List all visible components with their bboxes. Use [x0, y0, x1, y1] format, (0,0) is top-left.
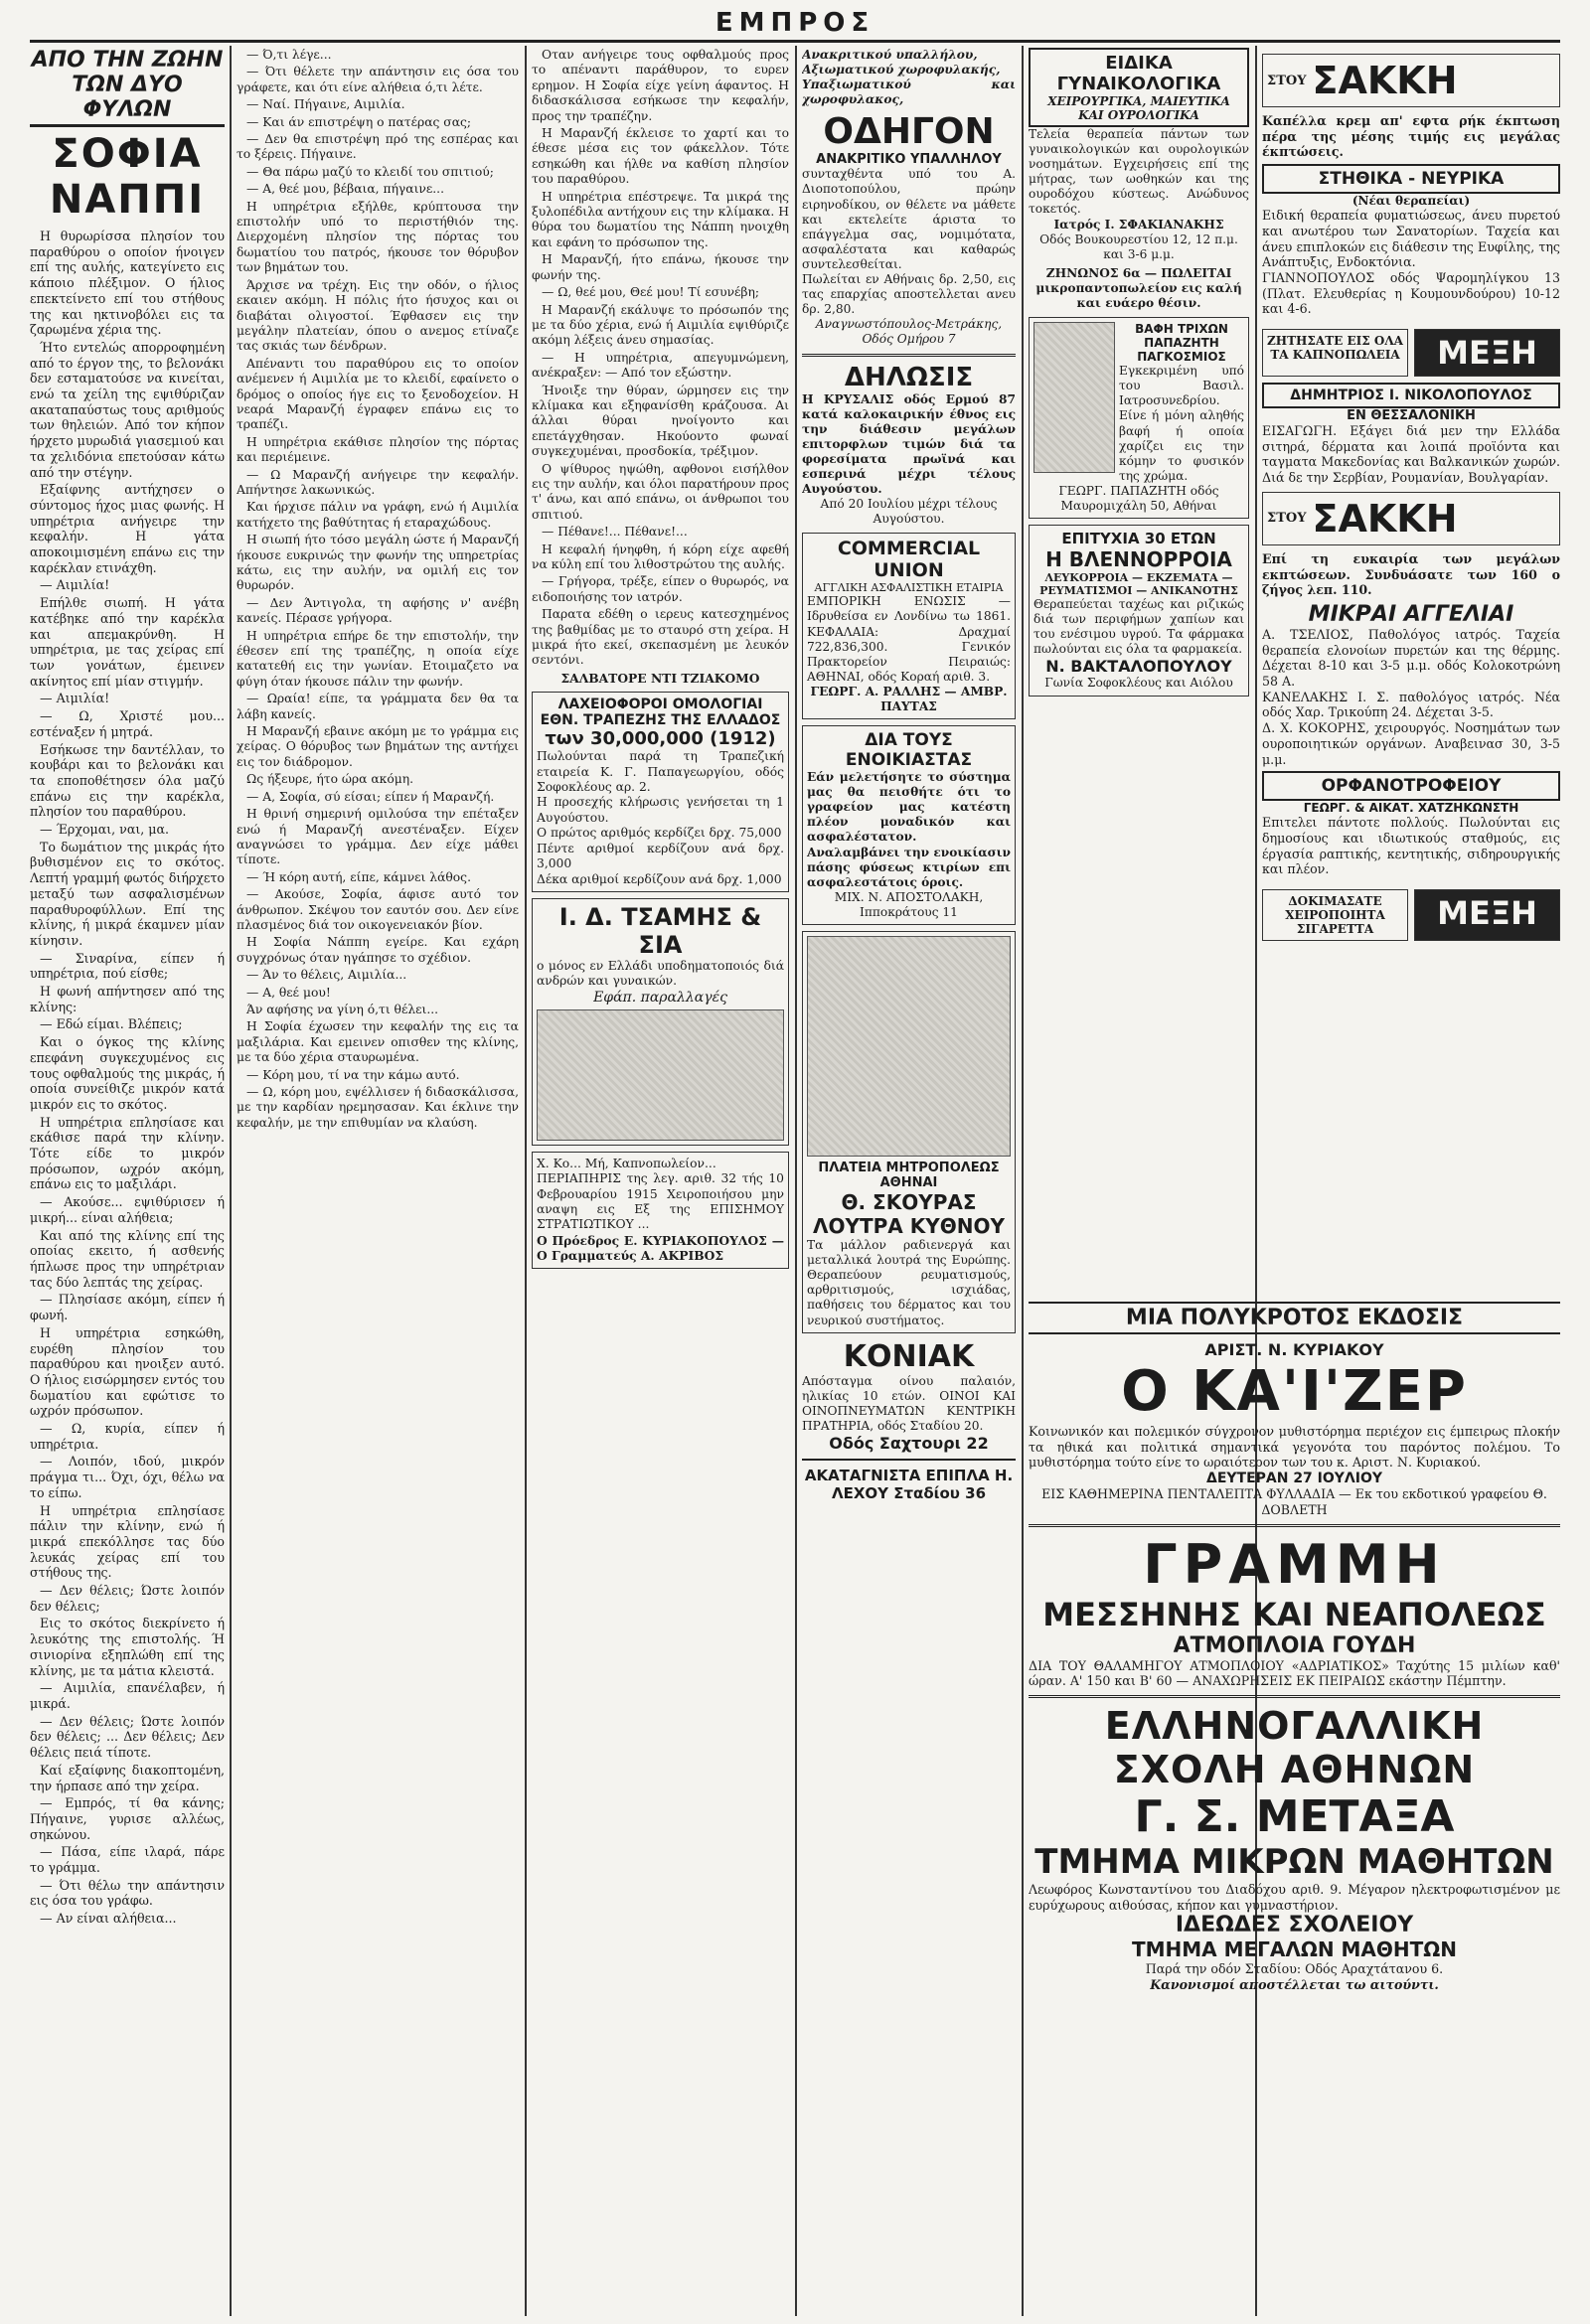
sakki-title: ΣΑΚΚΗ — [1312, 59, 1458, 102]
paragraph: Οταν ανήγειρε τους οφθαλμούς προς το απέναντι παράθυρον, το ευρεν ερημον. Η Σοφία είχε γείνη άφαντος. Η διδασκάλισσα εσήκωσε την κεφαλήν, προς την τραπέζην. — [532, 48, 789, 123]
ad-hair — [1029, 317, 1249, 519]
ad-lottery-line: Η προσεχής κλήρωσις γενήσεται τη 1 Αυγούστου. — [537, 795, 784, 825]
feature-body — [30, 229, 225, 1927]
paragraph: — Και άν επιστρέψη ο πατέρας σας; — [246, 114, 472, 129]
ad-kapnos-footer: ΠΕΡΙΑΠΗΡΙΣ της λεγ. αριθ. 32 τής 10 Φεβρουαρίου 1915 Χειροποιήσου μην αναψη εις Εξ της ΕΠΙΣΗΜΟΥ ΣΤΡΑΤΙΩΤΙΚΟΥ ... — [537, 1171, 784, 1232]
blen-name: Η ΒΛΕΝΝΟΡΡΟΙΑ — [1045, 547, 1232, 572]
column-divider — [525, 46, 527, 2316]
kaizer-title: Ο ΚΑ'Ι'ΖΕΡ — [1121, 1359, 1468, 1424]
wide-ads — [1029, 1302, 1560, 2314]
paragraph: Η υπηρέτρια επλησίασε και εκάθισε παρά την κλίνην. Τότε είδε το μικρόν πρόσωπον, ωχρόν ακόμη, επάνω εις το μαξιλάρι. — [30, 1114, 225, 1192]
classified: ΚΑΝΕΛΑΚΗΣ Ι. Σ. παθολόγος ιατρός. Νέα οδός Χαρ. Τρικούπη 24. Δέχεται 3-5. — [1262, 689, 1560, 720]
sakki-prefix: ΣΤΟΥ — [1267, 511, 1307, 527]
ad-mexi-2 — [1262, 883, 1560, 947]
zitisate: ΖΗΤΗΣΑΤΕ ΕΙΣ ΟΛΑ ΤΑ ΚΑΠΝΟΠΩΛΕΙΑ — [1262, 329, 1408, 377]
feature-body-end — [532, 48, 789, 686]
paragraph: Ήνοιξε την θύραν, ώρμησεν εις την κλίμακα και εξηφανίσθη κράζουσα. Αι άλλαι θύραι ηνοίγοντο και επετάγχθησαν. Ηκούοντο φωναί συγκεχυμέναι, προσδοκία, τρέξιμον. — [532, 383, 789, 459]
sthika-sub: (Νέαι θεραπείαι) — [1352, 194, 1471, 209]
paragraph: Το δωμάτιον της μικράς ήτο βυθισμένον εις το σκότος. Λεπτή γραμμή φωτός διήρχετο μεταξύ των ασφαλισμένων παραθυροφύλλων. Επί της κλίνης, ή μικρά έκαμνεν μίαν κίνησιν. — [30, 839, 225, 948]
akatagnista: ΑΚΑΤΑΓΝΙΣΤΑ ΕΠΙΠΛΑ Η. ΛΕΧΟΥ Σταδίου 36 — [804, 1466, 1014, 1502]
paragraph: Και ο όγκος της κλίνης επεφάνη συγκεχυμένος εις τους οφθαλμούς της μικράς, ή οποία συνείθιζε μικρόν κατά μικρόν εις το σκότος. — [30, 1034, 225, 1112]
gramm-ship: ΑΤΜΟΠΛΟΙΑ ΓΟΥΔΗ — [1173, 1632, 1416, 1658]
separator — [802, 354, 1016, 357]
diloseis-title: ΔΗΛΩΣΙΣ — [844, 362, 974, 392]
paragraph: — Ω, Χριστέ μου... εστέναξεν ή μητρά. — [30, 708, 225, 739]
ad-lottery-title: ΛΑΧΕΙΟΦΟΡΟΙ ΟΜΟΛΟΓΙΑΙ ΕΘΝ. ΤΡΑΠΕΖΗΣ ΤΗΣ ΕΛΛΑΔΟΣ — [540, 697, 781, 729]
mexi-logo: ΜΕΞΗ — [1414, 889, 1560, 941]
orf-body: Επιτελει πάντοτε πολλούς. Πωλούνται εις δημοσίους και ιδιωτικούς σταθμούς, εις έργασία ραπτικής, κεντητικής, σιδηρουργικής και πλέον. — [1262, 815, 1560, 877]
paragraph: — Εδώ είμαι. Βλέπεις; — [40, 1016, 183, 1032]
bath-body: Τα μάλλον ραδιενεργά και μεταλλικά λουτρά της Ευρώπης. Θεραπεύουν ρευματισμούς, αρθριτισμούς, ισχιάδας, παθήσεις του δέρματος και του νευρικού συστήματος. — [807, 1238, 1011, 1327]
blen-title: ΕΠΙΤΥΧΙΑ 30 ΕΤΩΝ — [1061, 530, 1216, 548]
column-divider — [795, 46, 797, 2316]
odigon-line: Αξιωματικού χωροφυλακής, — [802, 63, 1001, 77]
column-4 — [802, 48, 1016, 2314]
paragraph: Η Μαρανζή, ήτο επάνω, ήκουσε την φωνήν της. — [532, 252, 789, 282]
classified: Δ. Χ. ΚΟΚΟΡΗΣ, χειρουργός. Νοσημάτων των ουροποιητικών οργάνων. Αναβεινασ 30, 3-5 μ.μ. — [1262, 720, 1560, 767]
enoikiasis-sign: ΜΙΧ. Ν. ΑΠΟΣΤΟΛΑΚΗ, Ιπποκράτους 11 — [834, 889, 984, 919]
paragraph: — Ακούσε, Σοφία, άφισε αυτό τον άνθρωπον. Σκέψου τον εαυτόν σου. Δεν είνε πλασμένος διά τον οικογενειακόν βίον. — [237, 887, 519, 932]
paragraph: — Πέθανε!... Πέθανε!... — [542, 525, 688, 540]
paragraph: Εσήκωσε την δαντέλλαν, το κουβάρι και το βελονάκι και τα εποποθέτησεν όλα μαζύ επάνω εις την καρέκλα, πλησίον του παραθύρου. — [30, 741, 225, 820]
paragraph: — Ω, θεέ μου, Θεέ μου! Τί εσυνέβη; — [542, 285, 760, 300]
mexi-logo: ΜΕΞΗ — [1414, 329, 1560, 377]
paragraph: — Άν το θέλεις, Αιμιλία... — [246, 968, 407, 983]
orf-title: ΟΡΦΑΝΟΤΡΟΦΕΙΟΥ — [1262, 771, 1560, 801]
ad-kapnos — [532, 1152, 789, 1269]
paragraph: Η θυρωρίσσα πλησίον του παραθύρου ο οποίον ήνοιγεν επί της αυλής, κατεγίνετο εις κάποιο πλέξιμον. Ο ήλιος επεκτείνετο επί του στήθους της και ηκτινοβόλει εις τα ζαρωμένα χέρια της. — [30, 229, 225, 338]
mikrai-title: ΜΙΚΡΑΙ ΑΓΓΕΛΙΑΙ — [1308, 601, 1514, 627]
ad-commercial — [802, 533, 1016, 719]
sakki-prefix: ΣΤΟΥ — [1267, 73, 1307, 88]
paragraph: — Ακούσε... εψιθύρισεν ή μικρή... είναι αλήθεια; — [30, 1194, 225, 1225]
dokimasate: ΔΟΚΙΜΑΣΑΤΕ ΧΕΙΡΟΠΟΙΗΤΑ ΣΙΓΑΡΕΤΤΑ — [1262, 889, 1408, 941]
paragraph: Και ήρχισε πάλιν να γράφη, ενώ ή Αιμιλία κατήχετο της βαθύτητας ή εταραχώδους. — [237, 500, 519, 530]
ad-tsamis-body: ο μόνος εν Ελλάδι υποδηματοποιός διά ανδρών και γυναικών. — [537, 958, 784, 989]
feature-body-cont — [237, 48, 519, 1131]
sakki-body: Καπέλλα κρεμ απ' εφτα ρήκ έκπτωση πέρα της μέσης τιμής εις μεγάλας έκπτώσεις. — [1262, 113, 1560, 160]
sakki-body: Επί τη ευκαιρία των μεγάλων εκπτώσεων. Συνδυάσατε των 160 ο ζήγος λεπ. 110. — [1262, 550, 1560, 598]
paragraph: Άρχισε να τρέχη. Εις την οδόν, ο ήλιος εκαιεν ακόμη. Η πόλις ήτο ήσυχος και οι διαβάται ολιγοστοί. Έφθασεν εις την μεγάλην πλατείαν, όπου ο ανεμος ετίναζε τας σκιάς των δένδρων. — [237, 277, 519, 354]
paragraph: Η κεφαλή ήνηφθη, ή κόρη είχε αφεθή να κύλη επί του λιθοστρώτου της αυλής. — [532, 542, 789, 571]
orf-sub: ΓΕΩΡΓ. & ΑΙΚΑΤ. ΧΑΤΖΗΚΩΝΣΤΗ — [1303, 801, 1519, 816]
kaizer-date: ΔΕΥΤΕΡΑΝ 27 ΙΟΥΛΙΟΥ — [1205, 1471, 1383, 1487]
paragraph: Η σιωπή ήτο τόσο μεγάλη ώστε ή Μαρανζή ήκουσε ευκρινώς την φωνήν της υπηρετρίας κάτω, εις την αυλήν, να ομιλή εις τον θυρωρόν. — [237, 533, 519, 593]
blen-body: Θεραπεύεται ταχέως και ριζικώς διά των περιφήμων χαπίων και του ενέσιμου υγρού. Τα φάρμακα πωλούνται εις όλα τα φαρμακεία. — [1034, 597, 1244, 657]
odigon-line: Ανακριτικού υπαλλήλου, — [802, 48, 978, 62]
commercial-agents: ΓΕΩΡΓ. Α. ΡΑΛΛΗΣ — ΑΜΒΡ. ΠΑΥΤΑΣ — [810, 684, 1008, 713]
diloseis-date: Από 20 Ιουλίου μέχρι τέλους Αυγούστου. — [820, 497, 998, 527]
paragraph: — Δεν θέλεις; Ώστε λοιπόν δεν θέλεις; ... Δεν θέλεις; Δεν θέλεις πειά τίποτε. — [30, 1713, 225, 1761]
odigon-sub: ΑΝΑΚΡΙΤΙΚΟ ΥΠΑΛΛΗΛΟΥ — [816, 152, 1002, 168]
school-name: Γ. Σ. ΜΕΤΑΞΑ — [1134, 1790, 1455, 1842]
paragraph: — Σιναρίνα, είπεν ή υπηρέτρια, πού είσθε; — [30, 950, 225, 982]
ad-tsamis — [532, 898, 789, 1146]
gramm-body: ΔΙΑ ΤΟΥ ΘΑΛΑΜΗΓΟΥ ΑΤΜΟΠΛΟΙΟΥ «ΑΔΡΙΑΤΙΚΟΣ» Ταχύτης 15 μιλίων καθ' ώραν. Α' 150 και Β' 60 — ΑΝΑΧΩΡΗΣΕΙΣ ΕΚ ΠΕΙΡΑΙΩΣ εκάστην Πέμπτην. — [1029, 1657, 1560, 1689]
gramm-title: ΓΡΑΜΜΗ — [1143, 1532, 1446, 1596]
odigon-body: συνταχθέντα υπό του Α. Διοποτοπούλου, πρώην ειρηνοδίκου, ον θέλετε να μάθετε και εκτελείτε άριστα το επάγγελμα σας, νομιμότατα, ασφαλέστατα και καθαρώς συντελεσθείται. — [802, 167, 1016, 271]
paragraph: Η υπηρέτρια εσηκώθη, ευρέθη πλησίον του παραθύρου και ηνοιξεν αυτό. Ο ήλιος εισώρμησεν εντός του δωματίου και εφώτισε το ωχρόν πρόσωπον. — [30, 1324, 225, 1419]
paragraph: — Α, θεέ μου! — [246, 985, 331, 1000]
paragraph: — Αν είναι αλήθεια... — [40, 1911, 177, 1927]
author: ΑΡΙΣΤ. Ν. ΚΥΡΙΑΚΟΥ — [1204, 1340, 1384, 1359]
paragraph: — Δεν θέλεις; Ώστε λοιπόν δεν θέλεις; — [30, 1583, 225, 1614]
paragraph: — Ω, κόρη μου, εψέλλισεν ή διδασκάλισσα, με την καρδίαν ηρεμησασαν. Και έκλινε την κεφαλήν, με την επιθυμίαν να κλαύση. — [237, 1085, 519, 1130]
paragraph: — Ότι θέλω την απάντησιν εις όσα του γράφω. — [30, 1877, 225, 1909]
school-body: Λεωφόρος Κωνσταντίνου του Διαδόχου αριθ. 9. Μέγαρον ηλεκτροφωτισμένον με ευρύχωρους αιθούσας, κήπον και γυμναστήριον. — [1029, 1881, 1560, 1913]
column-divider — [1022, 46, 1024, 2316]
ad-sakki-1 — [1262, 54, 1560, 107]
column-divider — [230, 46, 232, 2316]
bath-name: Θ. ΣΚΟΥΡΑΣ ΛΟΥΤΡΑ ΚΥΘΝΟΥ — [813, 1190, 1005, 1239]
school-ideal: ΙΔΕΩΔΕΣ ΣΧΟΛΕΙΟΥ — [1175, 1913, 1414, 1938]
koniak-title: ΚΟΝΙΑΚ — [843, 1338, 975, 1374]
paragraph: — Ότι θέλετε την απάντησιν εις όσα του γράφετε, και ότι είνε αλήθεια ό,τι λέτε. — [237, 65, 519, 94]
paragraph: — Ό,τι λέγε... — [246, 48, 332, 62]
ad-sakki-2 — [1262, 492, 1560, 545]
paragraph: Καί εξαίφνης διακοπτομένη, την ήρπασε από την χείρα. — [30, 1762, 225, 1793]
school-title: ΕΛΛΗΝΟΓΑΛΛΙΚΗ ΣΧΟΛΗ ΑΘΗΝΩΝ — [1104, 1703, 1485, 1791]
paragraph: — Ωραία! είπε, τα γράμματα δεν θα τα λάβη κανείς. — [237, 692, 519, 721]
paragraph: Και από της κλίνης επί της οποίας εκειτο, ή ασθενής ήπλωσε προς την υπηρέτριαν τας δύο λεπτάς της χείρας. — [30, 1227, 225, 1290]
zinonos-ad: ΖΗΝΩΝΟΣ 6α — ΠΩΛΕΙΤΑΙ μικροπαντοπωλείον εις καλή και ευάερο θέσιν. — [1035, 265, 1242, 311]
ad-blenorrhea — [1029, 525, 1249, 696]
paragraph: Ήτο εντελώς απορροφημένη από το έργον της, το βελονάκι δεν εσταματούσε να κινείται, ενώ τα χείλη της εψιθύριζαν ακαταπαύστως τους αριθμούς των θηλειών. Από τον κήπον ήρχετο μυρωδιά γιασεμιού και τα χελιδόνια επετούσαν κάτω από την στέγην. — [30, 339, 225, 480]
paragraph: Ως ήξευρε, ήτο ώρα ακόμη. — [246, 772, 414, 787]
gyn-body: Τελεία θεραπεία πάντων των γυναικολογικών και ουρολογικών νοσημάτων. Εγχειρήσεις επί της μήτρας, των ωοθηκών και της ουροδόχου κύστεως. Ανώδυνος τοκετός. — [1029, 127, 1249, 217]
paragraph: — Γρήγορα, τρέξε, είπεν ο θυρωρός, να ειδοποιήσης τον ιατρόν. — [532, 574, 789, 604]
blen-sign: Ν. ΒΑΚΤΑΛΟΠΟΥΛΟΥ — [1045, 657, 1232, 677]
paragraph: — Α, θεέ μου, βέβαια, πήγαινε... — [246, 182, 444, 197]
paragraph: — Θα πάρω μαζύ το κλειδί του σπιτιού; — [246, 164, 494, 179]
ad-lottery-line: Ο πρώτος αριθμός κερδίζει δρχ. 75,000 — [537, 826, 782, 841]
paragraph: — Ή κόρη αυτή, είπε, κάμνει λάθος. — [246, 869, 471, 884]
hair-title: ΒΑΦΗ ΤΡΙΧΩΝ ΠΑΠΑΖΗΤΗ ΠΑΓΚΟΣΜΙΟΣ — [1135, 322, 1228, 365]
paragraph: — Κόρη μου, τί να την κάμω αυτό. — [246, 1067, 460, 1082]
nikol-body: ΕΙΣΑΓΩΓΗ. Εξάγει διά μεν την Ελλάδα σιτηρά, δέρματα και λοιπά προϊόντα και ταγματα Μακεδονίας και Βαλκανικών χωρών. Διά δε την Σερβίαν, Ρουμανίαν, Βουλγαρίαν. — [1262, 423, 1560, 486]
odigon-line: Υπαξιωματικού και χωροφυλακος, — [802, 77, 1016, 107]
separator — [802, 1459, 1016, 1461]
sthika-title: ΣΤΗΘΙΚΑ - ΝΕΥΡΙΚΑ — [1262, 164, 1560, 194]
paragraph: Η φωνή απήντησεν από της κλίνης: — [30, 984, 225, 1014]
hair-addr: ΓΕΩΡΓ. ΠΑΠΑΖΗΤΗ οδός Μαυρομιχάλη 50, Αθήναι — [1058, 483, 1219, 513]
feature-title: ΣΟΦΙΑ ΝΑΠΠΙ — [49, 131, 206, 223]
paragraph: — Ω, κυρία, είπεν ή υπηρέτρια. — [30, 1421, 225, 1452]
paragraph: — Ναί. Πήγαινε, Αιμιλία. — [246, 97, 405, 112]
odigon-title: ΟΔΗΓΟΝ — [823, 111, 995, 153]
nikol-sub: ΕΝ ΘΕΣΣΑΛΟΝΙΚΗ — [1347, 408, 1476, 424]
paragraph: Η Σοφία έχωσεν την κεφαλήν της εις τα μαξιλάρια. Και εμεινεν οπισθεν της κλίνης, με τα δύο χέρια σταυρωμένα. — [237, 1019, 519, 1065]
paragraph: Η υπηρέτρια επλησίασε πάλιν την κλίνην, ενώ ή μικρά επεκόλλησε τας δύο λευκάς χείρας επί του στήθους της. — [30, 1502, 225, 1581]
hair-portrait — [1034, 322, 1115, 473]
gyn-doctor: Ιατρός Ι. ΣΦΑΚΙΑΝΑΚΗΣ — [1053, 217, 1224, 232]
ad-mexi — [1262, 323, 1560, 383]
ad-kapnos-sign: Ο Πρόεδρος Ε. ΚΥΡΙΑΚΟΠΟΥΛΟΣ — Ο Γραμματεύς Α. ΑΚΡΙΒΟΣ — [537, 1232, 784, 1264]
paragraph: Ο ψίθυρος ηψώθη, αφθονοι εισήλθον εις την αυλήν, και όλοι παρατήρουν προς τ' άνω, και από επάνω, οι άνθρωποι του σπιτιού. — [532, 461, 789, 522]
commercial-sub: ΑΓΓΛΙΚΗ ΑΣΦΑΛΙΣΤΙΚΗ ΕΤΑΙΡΙΑ — [814, 581, 1004, 595]
school-big-addr: Παρά την οδόν Σταδίου: Οδός Αραχτάτανου 6. — [1145, 1961, 1444, 1977]
gyn-addr: Οδός Βουκουρεστίου 12, 12 π.μ. και 3-6 μ.μ. — [1039, 232, 1238, 261]
paragraph: — Αιμιλία, επανέλαβεν, ή μικρά. — [30, 1680, 225, 1711]
paragraph: — Ω Μαρανζή ανήγειρε την κεφαλήν. Απήντησε λακωνικώς. — [237, 467, 519, 497]
paragraph: — Αιμιλία! — [40, 577, 110, 593]
gramm-sub: ΜΕΣΣΗΝΗΣ ΚΑΙ ΝΕΑΠΟΛΕΩΣ — [1042, 1595, 1546, 1633]
ad-bath — [802, 931, 1016, 1333]
paragraph: Η υπηρέτρια επήρε δε την επιστολήν, την έθεσεν επί της τραπέζης, η οποία είχε κατατεθή εις την γωνίαν. Ετοιμαζετο να φύγη όταν ήκουσε πάλιν την φωνήν. — [237, 628, 519, 689]
paragraph: — Πάσα, είπε ιλαρά, πάρε το γράμμα. — [30, 1844, 225, 1876]
ad-kapnos-body: Χ. Κο... Μή, Καπνοπωλείον... — [537, 1156, 716, 1170]
paragraph: — Έρχομαι, ναι, μα. — [40, 822, 169, 838]
sthika-doctor: ΓΙΑΝΝΟΠΟΥΛΟΣ οδός Ψαρομηλίγκου 13 (Πλατ. Ελευθερίας η Κουμουνδούρου) 10-12 και 4-6. — [1262, 269, 1560, 317]
commercial-title: COMMERCIAL UNION — [837, 538, 981, 582]
paragraph: Η Μαρανζή έκλεισε το χαρτί και το έθεσε μέσα εις τον φάκελλον. Τότε εσηκώθη και ήλθε να καθίση πλησίον του παραθύρου. — [532, 126, 789, 187]
blen-sub: ΛΕΥΚΟΡΡΟΙΑ — ΕΚΖΕΜΑΤΑ — ΡΕΥΜΑΤΙΣΜΟΙ — ΑΝΙΚΑΝΟΤΗΣ — [1039, 571, 1238, 598]
gyn-sub: ΧΕΙΡΟΥΡΓΙΚΑ, ΜΑΙΕΥΤΙΚΑ ΚΑΙ ΟΥΡΟΛΟΓΙΚΑ — [1047, 94, 1230, 122]
paragraph: — Δεν θα επιστρέψη πρό της εσπέρας και το ξέρεις. Πήγαινε. — [237, 132, 519, 162]
ad-lottery-line: Πέντε αριθμοί κερδίζουν ανά δρχ. 3,000 — [537, 841, 784, 871]
sakki-title: ΣΑΚΚΗ — [1312, 496, 1458, 541]
paragraph: — Πλησίασε ακόμη, είπεν ή φωνή. — [30, 1292, 225, 1323]
column-3 — [532, 48, 789, 2314]
ad-lottery — [532, 692, 789, 892]
paragraph: — Λοιπόν, ιδού, μικρόν πράγμα τι... Όχι, όχι, θέλω να το είπω. — [30, 1454, 225, 1500]
ad-gyn — [1029, 48, 1249, 127]
school-foot: Κανονισμοί αποστέλλεται τω αιτούντι. — [1150, 1977, 1439, 1993]
enoikiasis-body: Εάν μελετήσητε το σύστημα μας θα πεισθήτε ότι το γραφείον μας κατέστη πλέον μοναδικόν και ασφαλέστατον. Αναλαμβάνει την ενοικίασιν πάσης φύσεως κτιρίων επι ασφαλεστάτοις όροις. — [807, 770, 1012, 889]
odigon-price: Πωλείται εν Αθήναις δρ. 2,50, εις τας επαρχίας αποστελλεται ανευ δρ. 2,80. — [802, 272, 1016, 317]
bath-illustration — [807, 936, 1011, 1157]
separator — [1029, 1524, 1560, 1527]
koniak-addr: Οδός Σαχτουρι 22 — [829, 1433, 989, 1453]
diloseis-body: Η ΚΡΥΣΑΛΙΣ οδός Ερμού 87 κατά καλοκαιρικήν έθνος εις την διάθεσιν μεγάλων επιτορφλων τιμών διά τα φορεσίματα πρωϊνά και εσπερινά μέχρι τέλους Αυγούστου. — [802, 391, 1016, 497]
classified: Α. ΤΣΕΛΙΟΣ, Παθολόγος ιατρός. Ταχεία θεραπεία ελονοίων πυρετών και της θέρμης. Δέχεται 8-10 και 3-5 μ.μ. οδός Κολοκοτρώνη 58 Α. — [1262, 626, 1560, 690]
paragraph: Παρατα εδέθη ο ιερευς κατεσχημένος της βαθμίδας με το σταυρό στη χείρα. Η μικρά ήτο εκεί, σκεπασμένη με λευκόν σεντόνι. — [532, 607, 789, 668]
blen-addr: Γωνία Σοφοκλέους και Αιόλου — [1044, 676, 1233, 691]
paragraph: — Εμπρός, τί θα κάνης; Πήγαινε, γυρισε αλλέως, σηκώνου. — [30, 1795, 225, 1842]
school-sub: ΤΜΗΜΑ ΜΙΚΡΩΝ ΜΑΘΗΤΩΝ — [1034, 1841, 1554, 1882]
masthead: ΕΜΠΡΟΣ — [715, 8, 875, 38]
paragraph: Η Μαρανζή εκάλυψε το πρόσωπόν της με τα δύο χέρια, ενώ ή Αιμιλία εψιθύριζε ακόμη λέξεις άνευ σημασίας. — [532, 302, 789, 348]
kaizer-body: Κοινωνικόν και πολεμικόν σύγχρονον μυθιστόρημα περιέχον εις έμπειρως πλοκήν τα ηθικά και πολιτικά σημαντικά γεγονότα του παρόντος πολέμου. Το μυθιστόρημα τούτο είνε το ωραιότερον των του κ. Αριστ. Ν. Κυριακού. — [1029, 1424, 1560, 1471]
commercial-body: ΕΜΠΟΡΙΚΗ ΕΝΩΣΙΣ — Ιδρυθείσα εν Λονδίνω τω 1861. ΚΕΦΑΛΑΙΑ: Δραχμαί 722,836,300. Γενικόν Πρακτορείον Πειραιώς: ΑΘΗΝΑΙ, οδός Κοραή αριθ. 3. — [807, 594, 1011, 684]
nikol-title: ΔΗΜΗΤΡΙΟΣ Ι. ΝΙΚΟΛΟΠΟΥΛΟΣ — [1262, 383, 1560, 408]
author-signature: ΣΑΛΒΑΤΟΡΕ ΝΤΙ ΤΖΙΑΚΟΜΟ — [560, 670, 760, 686]
kaizer-sub: ΕΙΣ ΚΑΘΗΜΕΡΙΝΑ ΠΕΝΤΑΛΕΠΤΑ ΦΥΛΛΑΔΙΑ — Εκ του εκδοτικού γραφείου Θ. ΔΟΒΛΕΤΗ — [1041, 1486, 1547, 1517]
paragraph: — Η υπηρέτρια, απεγυμνώμενη, ανέκραξεν: — Από τον εξώστην. — [532, 350, 789, 381]
paragraph: Η υπηρέτρια επέστρεψε. Τα μικρά της ξυλοπέδιλα αντήχουν εις την κλίμακα. Η θύρα του δωματίου της Νάππη ηνοιχθη και εφάνη το πρόσωπον της. — [532, 189, 789, 249]
mia-title: ΜΙΑ ΠΟΛΥΚΡΟΤΟΣ ΕΚΔΟΣΙΣ — [1029, 1302, 1560, 1334]
bath-caption: ΠΛΑΤΕΙΑ ΜΗΤΡΟΠΟΛΕΩΣ ΑΘΗΝΑΙ — [818, 1161, 1000, 1191]
hair-body: Εγκεκριμένη υπό του Βασιλ. Ιατροσυνεδρίου. Είνε ή μόνη αληθής βαφή ή οποία χαρίζει εις την κόμην το φυσικόν της χρώμα. — [1119, 364, 1244, 483]
top-rule — [30, 40, 1560, 43]
koniak-body: Απόσταγμα οίνου παλαιόν, ηλικίας 10 ετών. ΟΙΝΟΙ ΚΑΙ ΟΙΝΟΠΝΕΥΜΑΤΩΝ ΚΕΝΤΡΙΚΗ ΠΡΑΤΗΡΙΑ, οδός Σταδίου 20. — [802, 1373, 1016, 1433]
paragraph: — Δεν Άντιγολα, τη αφήσης ν' ανέβη κανείς. Πέρασε γρήγορα. — [237, 595, 519, 626]
ad-lottery-sub: των 30,000,000 (1912) — [545, 728, 776, 750]
ad-enoikiasis — [802, 725, 1016, 925]
ad-illustration — [537, 1009, 784, 1141]
paragraph: Απέναντι του παραθύρου εις το οποίον ανέμενεν ή Αιμιλία με το κλειδί, εφαίνετο ο δρόμος ο οποίος ήγε εις το ξενοδοχείον. Η νεαρά Μαρανζή έγραφεν επάνω εις το τραπέζι. — [237, 356, 519, 432]
enoikiasis-title: ΔΙΑ ΤΟΥΣ ΕΝΟΙΚΙΑΣΤΑΣ — [845, 730, 973, 771]
ad-lottery-body: Πωλούνται παρά τη Τραπεζική εταιρεία Κ. Γ. Παπαγεωργίου, οδός Σοφοκλέους αρ. 2. — [537, 749, 784, 795]
paragraph: Η υπηρέτρια εκάθισε πλησίον της πόρτας και περιέμεινε. — [237, 434, 519, 465]
paragraph: Η υπηρέτρια εξήλθε, κρύπτουσα την επιστολήν υπό το περιστήθιόν της. Διερχομένη πλησίον της πόρτας του δωματίου του πατρός, ήκουσε τον θόρυβον των βημάτων του. — [237, 199, 519, 275]
paragraph: Εις το σκότος διεκρίνετο ή λευκότης της επιστολής. Ή σινιορίνα εξηπλώθη επί της κλίνης, με τα μάτια κλειστά. — [30, 1616, 225, 1678]
odigon-addr: Αναγνωστόπουλος-Μετράκης, Οδός Ομήρου 7 — [815, 317, 1003, 347]
ad-lottery-line: Δέκα αριθμοί κερδίζουν ανά δρχ. 1,000 — [537, 871, 782, 886]
paragraph: Άν αφήσης να γίνη ό,τι θέλει... — [246, 1002, 439, 1016]
ad-tsamis-item: Εφάπ. παραλλαγές — [593, 989, 727, 1006]
odigon-lines — [802, 48, 1016, 107]
separator — [1029, 1695, 1560, 1698]
paragraph: Εξαίφνης αντήχησεν ο σύντομος ήχος μιας φωνής. Η υπηρέτρια ανήγειρε την κεφαλήν. Η γάτα αποκοιμισμένη επάνω εις την καρέκλαν ετινάχθη. — [30, 482, 225, 575]
paragraph: Η Μαρανζή εβαινε ακόμη με το γράμμα εις χείρας. Ο θόρυβος των βημάτων της αντήχει εις τον διάδρομον. — [237, 724, 519, 769]
feature-overline: ΑΠΟ ΤΗΝ ΖΩΗΝ ΤΩΝ ΔΥΟ ΦΥΛΩΝ — [30, 48, 225, 127]
ad-tsamis-title: Ι. Δ. ΤΣΑΜΗΣ & ΣΙΑ — [558, 902, 762, 959]
paragraph: — Αιμιλία! — [40, 691, 110, 706]
paragraph: Η Σοφία Νάππη εγείρε. Και εχάρη συγχρόνως όταν ηγάπησε το σχέδιον. — [237, 935, 519, 965]
paragraph: — Α, Σοφία, σύ είσαι; είπεν ή Μαρανζή. — [246, 789, 495, 804]
school-big: ΤΜΗΜΑ ΜΕΓΑΛΩΝ ΜΑΘΗΤΩΝ — [1131, 1937, 1458, 1962]
paragraph: Η θρινή σημερινή ομιλούσα την επέταξεν ενώ ή Μαρανζή ανεστέναξεν. Είχεν αναγνώσει το γράμμα. Δεν είχε μάθει τίποτε. — [237, 807, 519, 867]
sthika-body: Ειδική θεραπεία φυματιώσεως, άνευ πυρετού και ανωτέρου των Σανατορίων. Ταχεία και άνευ επιπλοκών εις διάθεσιν της Ευφίλης, της Ανάπτυξις, Ενδοκτόνια. — [1262, 208, 1560, 270]
column-2 — [237, 48, 519, 2314]
paragraph: Επήλθε σιωπή. Η γάτα κατέβηκε από την καρέκλα και απεμακρύνθη. Η υπηρέτρια, με τας χείρας επί των γονάτων, έμεινεν ακίνητος επί μίαν στιγμήν. — [30, 595, 225, 689]
column-1 — [30, 48, 225, 2314]
gyn-title: ΕΙΔΙΚΑ ΓΥΝΑΙΚΟΛΟΓΙΚΑ — [1056, 53, 1221, 94]
